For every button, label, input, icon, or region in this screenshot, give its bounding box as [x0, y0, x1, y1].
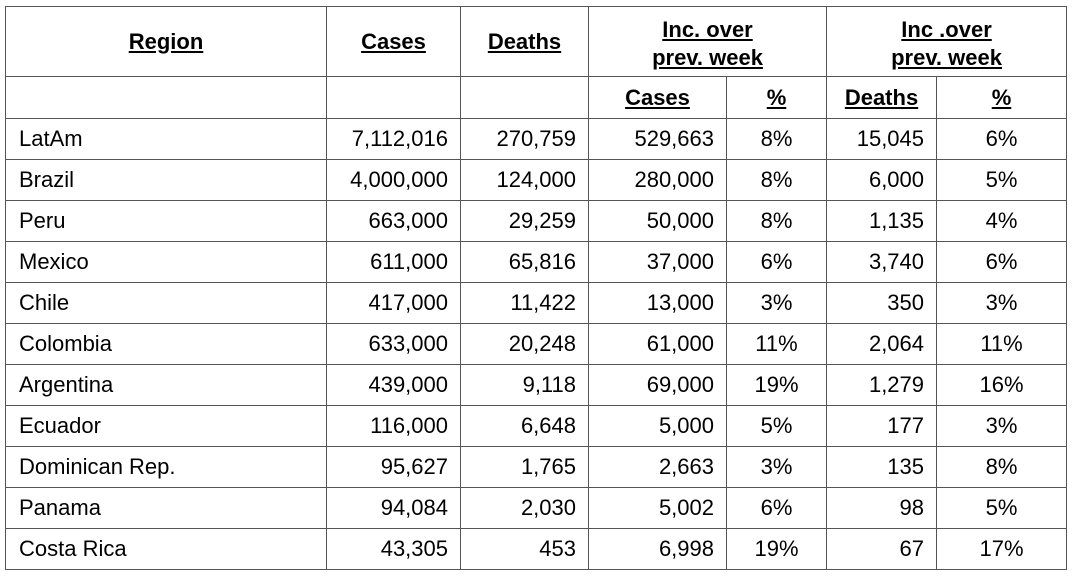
cell-deaths: 2,030	[461, 488, 589, 529]
cell-inc-cases-pct: 19%	[727, 529, 827, 570]
cell-region: Argentina	[6, 365, 327, 406]
header-inc-deaths-line1: Inc .over	[901, 16, 992, 42]
cell-inc-deaths-pct: 5%	[937, 488, 1067, 529]
header-inc-cases-line2: prev. week	[652, 44, 763, 70]
cell-region: Mexico	[6, 242, 327, 283]
cell-inc-deaths: 6,000	[827, 160, 937, 201]
subheader-empty-region	[6, 77, 327, 119]
cell-region: Chile	[6, 283, 327, 324]
header-cases: Cases	[327, 7, 461, 77]
cell-deaths: 65,816	[461, 242, 589, 283]
covid-data-table	[5, 6, 1067, 570]
cell-inc-deaths: 177	[827, 406, 937, 447]
cell-deaths: 11,422	[461, 283, 589, 324]
table-row	[6, 201, 1067, 242]
subheader-deaths-pct: %	[937, 77, 1067, 119]
cell-region: Peru	[6, 201, 327, 242]
cell-cases: 611,000	[327, 242, 461, 283]
cell-deaths: 6,648	[461, 406, 589, 447]
subheader-cases: Cases	[589, 77, 727, 119]
cell-inc-cases: 5,000	[589, 406, 727, 447]
header-region: Region	[6, 7, 327, 77]
cell-deaths: 124,000	[461, 160, 589, 201]
cell-inc-deaths-pct: 3%	[937, 283, 1067, 324]
header-row	[6, 7, 1067, 77]
cell-deaths: 270,759	[461, 119, 589, 160]
cell-deaths: 1,765	[461, 447, 589, 488]
cell-inc-cases-pct: 8%	[727, 201, 827, 242]
cell-cases: 417,000	[327, 283, 461, 324]
cell-region: Colombia	[6, 324, 327, 365]
table-row	[6, 283, 1067, 324]
cell-inc-deaths: 1,135	[827, 201, 937, 242]
cell-deaths: 9,118	[461, 365, 589, 406]
cell-deaths: 29,259	[461, 201, 589, 242]
cell-inc-cases: 50,000	[589, 201, 727, 242]
cell-inc-cases: 280,000	[589, 160, 727, 201]
cell-region: Costa Rica	[6, 529, 327, 570]
cell-inc-deaths-pct: 17%	[937, 529, 1067, 570]
header-deaths: Deaths	[461, 7, 589, 77]
cell-inc-cases-pct: 6%	[727, 488, 827, 529]
subheader-cases-pct: %	[727, 77, 827, 119]
table-row	[6, 447, 1067, 488]
cell-inc-cases-pct: 6%	[727, 242, 827, 283]
cell-inc-cases-pct: 8%	[727, 119, 827, 160]
table-row	[6, 119, 1067, 160]
cell-cases: 94,084	[327, 488, 461, 529]
cell-inc-cases: 61,000	[589, 324, 727, 365]
cell-cases: 663,000	[327, 201, 461, 242]
cell-cases: 116,000	[327, 406, 461, 447]
cell-inc-deaths: 1,279	[827, 365, 937, 406]
cell-inc-cases: 13,000	[589, 283, 727, 324]
cell-inc-cases: 5,002	[589, 488, 727, 529]
table-row	[6, 529, 1067, 570]
cell-inc-cases: 529,663	[589, 119, 727, 160]
cell-inc-deaths-pct: 4%	[937, 201, 1067, 242]
cell-inc-cases: 2,663	[589, 447, 727, 488]
table-row	[6, 365, 1067, 406]
cell-inc-deaths-pct: 11%	[937, 324, 1067, 365]
cell-region: LatAm	[6, 119, 327, 160]
cell-inc-cases-pct: 8%	[727, 160, 827, 201]
cell-cases: 4,000,000	[327, 160, 461, 201]
cell-inc-deaths: 135	[827, 447, 937, 488]
subheader-row	[6, 77, 1067, 119]
cell-inc-cases: 6,998	[589, 529, 727, 570]
header-inc-cases-group	[589, 7, 827, 77]
cell-region: Dominican Rep.	[6, 447, 327, 488]
cell-inc-cases-pct: 11%	[727, 324, 827, 365]
cell-inc-cases-pct: 3%	[727, 283, 827, 324]
subheader-deaths: Deaths	[827, 77, 937, 119]
cell-inc-deaths-pct: 5%	[937, 160, 1067, 201]
cell-region: Ecuador	[6, 406, 327, 447]
table-row	[6, 242, 1067, 283]
header-inc-deaths-group	[827, 7, 1067, 77]
cell-inc-deaths: 3,740	[827, 242, 937, 283]
cell-inc-cases-pct: 5%	[727, 406, 827, 447]
cell-inc-deaths: 98	[827, 488, 937, 529]
cell-inc-cases: 69,000	[589, 365, 727, 406]
cell-cases: 43,305	[327, 529, 461, 570]
subheader-empty-deaths	[461, 77, 589, 119]
cell-inc-deaths: 15,045	[827, 119, 937, 160]
table-row	[6, 324, 1067, 365]
cell-cases: 439,000	[327, 365, 461, 406]
header-inc-cases-line1: Inc. over	[662, 16, 753, 42]
cell-inc-cases-pct: 19%	[727, 365, 827, 406]
table-row	[6, 160, 1067, 201]
cell-region: Brazil	[6, 160, 327, 201]
cell-inc-deaths: 350	[827, 283, 937, 324]
cell-inc-deaths-pct: 6%	[937, 242, 1067, 283]
cell-cases: 7,112,016	[327, 119, 461, 160]
cell-inc-deaths-pct: 16%	[937, 365, 1067, 406]
table-row	[6, 488, 1067, 529]
subheader-empty-cases	[327, 77, 461, 119]
cell-deaths: 453	[461, 529, 589, 570]
cell-inc-deaths-pct: 6%	[937, 119, 1067, 160]
cell-inc-deaths: 67	[827, 529, 937, 570]
cell-deaths: 20,248	[461, 324, 589, 365]
cell-inc-deaths: 2,064	[827, 324, 937, 365]
cell-inc-deaths-pct: 3%	[937, 406, 1067, 447]
cell-cases: 633,000	[327, 324, 461, 365]
cell-cases: 95,627	[327, 447, 461, 488]
cell-inc-cases: 37,000	[589, 242, 727, 283]
header-inc-deaths-line2: prev. week	[891, 44, 1002, 70]
cell-inc-deaths-pct: 8%	[937, 447, 1067, 488]
cell-region: Panama	[6, 488, 327, 529]
table-row	[6, 406, 1067, 447]
cell-inc-cases-pct: 3%	[727, 447, 827, 488]
